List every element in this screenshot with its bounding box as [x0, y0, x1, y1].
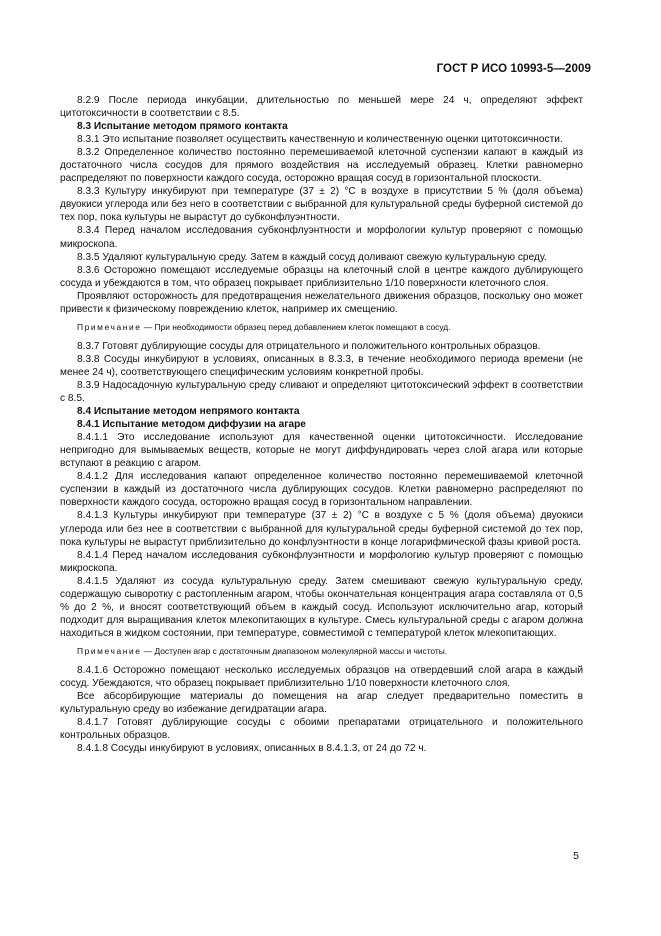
- paragraph-8-3-4: 8.3.4 Перед началом исследования субконфлуэнтности и морфологии культур проверяют с помощью микроскопа.: [60, 225, 583, 250]
- subsection-heading-8-4-1: 8.4.1 Испытание методом диффузии на агаре: [77, 419, 306, 431]
- note-text: — Доступен агар с достаточным диапазоном молекулярной массы и чистоты.: [141, 645, 448, 656]
- paragraph-8-3-7: 8.3.7 Готовят дублирующие сосуды для отрицательного и положительного контрольных образцов.: [77, 340, 541, 352]
- paragraph-8-3-6: 8.3.6 Осторожно помещают исследуемые образцы на клеточный слой в центре каждого дублирующего сосуда и убеждаются в том, что образец покрывает приблизительно 1/10 поверхности клеточного слоя.: [60, 264, 583, 289]
- page-number: 5: [573, 850, 579, 862]
- note-label: Примечание: [77, 321, 142, 332]
- paragraph-8-3-8: 8.3.8 Сосуды инкубируют в условиях, описанных в 8.3.3, в течение необходимого периода времени (не менее 24 ч), соответствующего специфическим условиям конкретной пробы.: [60, 353, 583, 378]
- paragraph-8-4-1-6: 8.4.1.6 Осторожно помещают несколько исследуемых образцов на отвердевший слой агара в каждый сосуд. Убеждаются, что образец покрывает приблизительно 1/10 поверхности клеточного слоя.: [60, 664, 583, 690]
- paragraph-8-4-1-5: 8.4.1.5 Удаляют из сосуда культуральную среду. Затем смешивают свежую культуральную среду, содержащую сыворотку с растопленным агаром, чтобы окончательная концентрация агара составляла от 0,5 % до 2 %, и вносят соответствующий объем в каждый сосуд. Используют исключительно агар, который подходит для выращивания клеток млекопитающих в культуре. Смесь культуральной среды с агаром должна находиться в жидком состоянии, при температуре, совместимой с температурой клеток млекопитающих.: [60, 575, 583, 639]
- note-text: — При необходимости образец перед добавлением клеток помещают в сосуд.: [141, 321, 451, 332]
- paragraph-8-3-3: 8.3.3 Культуру инкубируют при температуре (37 ± 2) °С в воздухе в присутствии 5 % (доля объема) двуокиси углерода или без него в соответствии с выбранной для культуральной среды буферной системой до тех пор, пока культуры не вырастут до субконфлуэнтности.: [60, 186, 583, 224]
- section-heading-8-4: 8.4 Испытание методом непрямого контакта: [77, 406, 300, 418]
- paragraph-8-3-5: 8.3.5 Удаляют культуральную среду. Затем в каждый сосуд доливают свежую культуральную среду.: [77, 251, 547, 263]
- paragraph-8-3-2: 8.3.2 Определенное количество постоянно перемешиваемой клеточной суспензии капают в каждый из достаточного числа сосудов для прямого воздействия на исследуемый образец. Клетки равномерно распределяют по поверхности каждого сосуда, осторожно вращая сосуд в горизонтальной плоскости.: [60, 147, 583, 185]
- note-1: [60, 321, 583, 334]
- paragraph-8-4-1-1: 8.4.1.1 Это исследование используют для качественной оценки цитотоксичности. Исследование непригодно для вымываемых веществ, которые не могут диффундировать через слой агара или которые вступают в реакцию с агаром.: [60, 432, 583, 470]
- note-2: [60, 645, 583, 658]
- paragraph-8-4-1-8: 8.4.1.8 Сосуды инкубируют в условиях, описанных в 8.4.1.3, от 24 до 72 ч.: [77, 743, 427, 755]
- document-body: [60, 94, 583, 755]
- paragraph-8-4-1-2: 8.4.1.2 Для исследования капают определенное количество постоянно перемешиваемой клеточной суспензии в каждый из достаточного числа дублирующих сосудов. Клетки равномерно распределяют по поверхности каждого сосуда, осторожно вращая сосуд в горизонтальном направлении.: [60, 471, 583, 509]
- paragraph-8-4-1-7: 8.4.1.7 Готовят дублирующие сосуды с обоими препаратами отрицательного и положительного контрольных образцов.: [60, 717, 583, 742]
- paragraph-8-2-9: 8.2.9 После периода инкубации, длительностью по меньшей мере 24 ч, определяют эффект цитотоксичности в соответствии с 8.5.: [60, 95, 583, 120]
- paragraph-absorbent: Все абсорбирующие материалы до помещения на агар следует предварительно поместить в культуральную среду во избежание дегидратации агара.: [60, 691, 583, 716]
- paragraph-caution: Проявляют осторожность для предотвращения нежелательного движения образцов, поскольку оно может привести к физическому повреждению клеток, например их смещению.: [60, 290, 583, 315]
- document-code-header: ГОСТ Р ИСО 10993-5—2009: [436, 63, 591, 75]
- paragraph-8-3-1: 8.3.1 Это испытание позволяет осуществить качественную и количественную оценки цитотоксичности.: [77, 134, 563, 146]
- paragraph-8-4-1-4: 8.4.1.4 Перед началом исследования субконфлуэнтности и морфологию культур проверяют с помощью микроскопа.: [60, 549, 583, 574]
- paragraph-8-4-1-3: 8.4.1.3 Культуры инкубируют при температуре (37 ± 2) °С в воздухе с 5 % (доля объема) двуокиси углерода или без нее в соответствии с выбранной для культуральной среды буферной системой до тех пор, пока культуры не вырастут приблизительно до конфлуэнтности в конце логарифмической фазы кривой роста.: [60, 510, 583, 548]
- paragraph-8-3-9: 8.3.9 Надосадочную культуральную среду сливают и определяют цитотоксический эффект в соответствии с 8.5.: [60, 379, 583, 405]
- section-heading-8-3: 8.3 Испытание методом прямого контакта: [77, 121, 288, 133]
- note-label: Примечание: [77, 645, 142, 656]
